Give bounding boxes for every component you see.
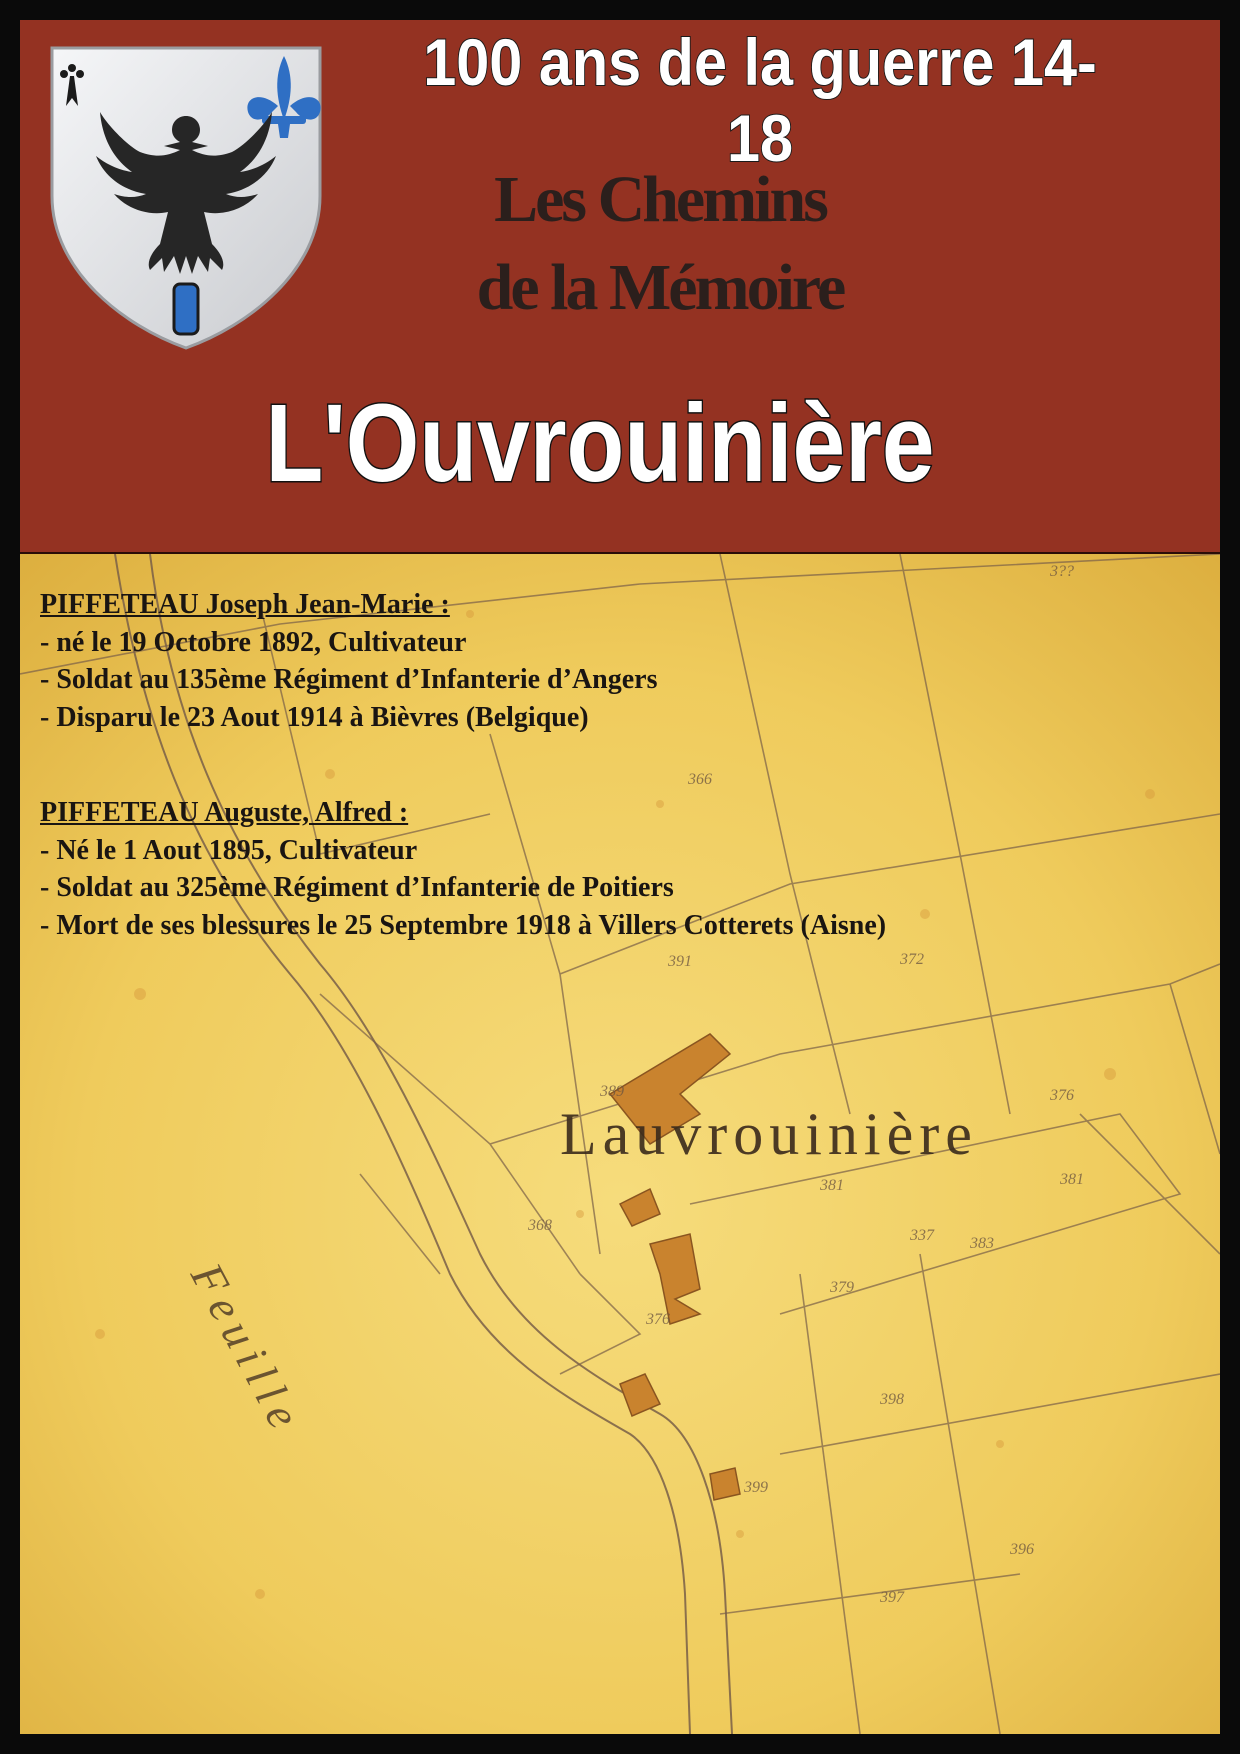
parcel-number: 372 xyxy=(900,951,924,968)
title-banner xyxy=(20,20,1220,554)
parcel-number: 376 xyxy=(646,1311,670,1328)
parcel-number: 381 xyxy=(820,1177,844,1194)
soldier-entry xyxy=(40,586,1190,736)
soldier-detail: - né le 19 Octobre 1892, Cultivateur xyxy=(40,626,467,658)
parcel-number: 376 xyxy=(1050,1087,1074,1104)
parcel-number: 397 xyxy=(880,1589,904,1606)
parcel-number: 389 xyxy=(600,1083,624,1100)
page-title: 100 ans de la guerre 14-18 xyxy=(423,25,1097,175)
building xyxy=(710,1468,740,1500)
soldier-entry xyxy=(40,794,1190,944)
soldier-name: PIFFETEAU Auguste, Alfred : xyxy=(40,797,409,828)
parcel-number: 381 xyxy=(1060,1171,1084,1188)
subtitle-line: de la Mémoire xyxy=(476,251,844,324)
village-name: L'Ouvrouinière xyxy=(265,382,935,505)
soldier-detail: - Né le 1 Aout 1895, Cultivateur xyxy=(40,834,418,866)
parcel-number: 337 xyxy=(910,1227,934,1244)
parcel-number: 391 xyxy=(668,953,692,970)
page-subtitle xyxy=(430,156,890,332)
parcel-number: 383 xyxy=(970,1235,994,1252)
coat-of-arms xyxy=(48,46,324,350)
parcel-number: 398 xyxy=(880,1391,904,1408)
soldier-detail: - Disparu le 23 Aout 1914 à Bièvres (Belgique) xyxy=(40,701,589,733)
parcel-number: 368 xyxy=(528,1217,552,1234)
map-place-name: Lauvrouinière xyxy=(560,1101,978,1167)
soldier-list xyxy=(40,586,1190,1002)
parcel-number: 3?? xyxy=(1050,563,1074,580)
soldier-name: PIFFETEAU Joseph Jean-Marie : xyxy=(40,589,450,620)
parcel-number: 366 xyxy=(688,771,712,788)
soldier-detail: - Soldat au 135ème Régiment d’Infanterie d’Angers xyxy=(40,664,658,695)
map-sheet-label: Feuille xyxy=(181,1254,314,1444)
parcel-number: 379 xyxy=(830,1279,854,1296)
billet-icon xyxy=(174,284,198,334)
poster xyxy=(20,20,1220,1734)
subtitle-line: Les Chemins xyxy=(494,163,826,236)
parcel-number: 399 xyxy=(744,1479,768,1496)
parcel-number: 396 xyxy=(1010,1541,1034,1558)
soldier-detail: - Mort de ses blessures le 25 Septembre 1918 à Villers Cotterets (Aisne) xyxy=(40,909,887,941)
soldier-detail: - Soldat au 325ème Régiment d’Infanterie de Poitiers xyxy=(40,872,674,903)
